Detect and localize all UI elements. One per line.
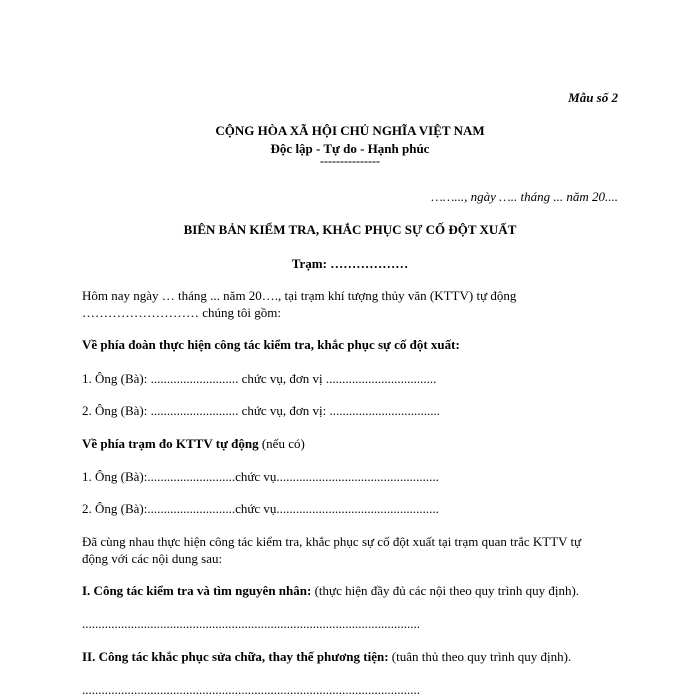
section-2-note: (tuân thủ theo quy trình quy định). [388,649,572,664]
motto: Độc lập - Tự do - Hạnh phúc [270,141,430,156]
header-separator: --------------- [320,154,380,168]
intro-line-2: ……………………… chúng tôi gồm: [82,305,281,320]
intro-line-1: Hôm nay ngày … tháng ... năm 20…., tại trạm khí tượng thủy văn (KTTV) tự động [82,288,517,303]
section-1-note: (thực hiện đầy đủ các nội theo quy trình quy định). [311,583,580,598]
station-member-1: 1. Ông (Bà):...........................chức vụ.................................................. [82,469,439,484]
team-section-heading: Về phía đoàn thực hiện công tác kiểm tra, khắc phục sự cố đột xuất: [82,337,460,352]
country-header: CỘNG HÒA XÃ HỘI CHỦ NGHĨA VIỆT NAM [215,123,485,138]
station-section-heading: Về phía trạm đo KTTV tự động [82,436,259,451]
summary-line-1: Đã cùng nhau thực hiện công tác kiểm tra, khắc phục sự cố đột xuất tại trạm quan trắc KTTV tự [82,534,582,549]
section-2-line [82,649,571,665]
station-member-2: 2. Ông (Bà):...........................chức vụ.................................................. [82,501,439,516]
section-2-dots: ........................................................................................................ [82,682,420,697]
section-1-line [82,583,579,599]
station-line [0,256,700,272]
station-value: ……………… [326,256,409,271]
section-1-dots: ........................................................................................................ [82,616,420,631]
station-label: Trạm: [291,256,327,271]
section-2-heading: II. Công tác khắc phục sửa chữa, thay thế phương tiện: [82,649,389,664]
station-section-heading-line [82,436,305,452]
team-member-1: 1. Ông (Bà): ........................... chức vụ, đơn vị .................................. [82,371,437,386]
team-member-2: 2. Ông (Bà): ........................... chức vụ, đơn vị: .................................. [82,403,441,418]
form-label: Mẫu số 2 [568,90,618,105]
document-title: BIÊN BẢN KIỂM TRA, KHẮC PHỤC SỰ CỐ ĐỘT XUẤT [183,222,517,237]
date-line: ……..., ngày ….. tháng ... năm 20.... [431,189,618,204]
station-section-note: (nếu có) [258,436,305,451]
summary-line-2: động với các nội dung sau: [82,551,223,566]
section-1-heading: I. Công tác kiểm tra và tìm nguyên nhân: [82,583,312,598]
